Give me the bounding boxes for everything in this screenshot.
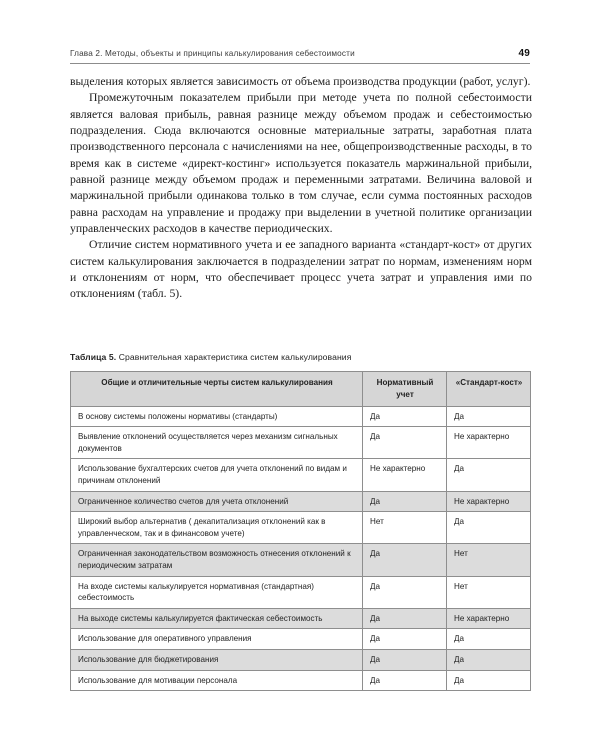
table-body [71, 406, 531, 691]
cell-feature: Использование для бюджетирования [71, 649, 363, 670]
table-row [71, 459, 531, 491]
cell-standard: Не характерно [447, 427, 531, 459]
cell-feature: Ограниченная законодательством возможность отнесения отклонений к периодическим затратам [71, 544, 363, 576]
column-header-normative: Нормативный учет [363, 372, 447, 407]
cell-normative: Да [363, 649, 447, 670]
cell-standard: Да [447, 406, 531, 427]
table-row [71, 608, 531, 629]
cell-normative: Да [363, 576, 447, 608]
body-paragraph: Промежуточным показателем прибыли при методе учета по полной себестоимости является валовая прибыль, равная разнице между объемом продаж и себестоимостью подразделения. Сюда включаются основные материальные затраты, заработная плата производственного персонала с начислениями на нее, общепроизводственные расходы, в то время как в системе «директ-костинг» используется показатель маржинальной прибыли, равной разнице между объемом продаж и переменными затратами. Величина валовой и маржинальной прибыли одинакова только в том случае, если сумма постоянных расходов равна расходам на управление и продажу при выделении в учетной политике организации управленческих расходов в качестве периодических. [70, 91, 532, 236]
table-header-row-group [71, 372, 531, 407]
cell-normative: Не характерно [363, 459, 447, 491]
cell-standard: Да [447, 649, 531, 670]
table-row [71, 649, 531, 670]
cell-normative: Да [363, 427, 447, 459]
running-header [70, 48, 530, 59]
table-caption [70, 352, 532, 362]
cell-feature: Выявление отклонений осуществляется через механизм сигнальных документов [71, 427, 363, 459]
cell-standard: Да [447, 512, 531, 544]
table-caption-label: Таблица 5. [70, 352, 117, 362]
running-header-chapter: Глава 2. Методы, объекты и принципы калькулирования себестоимости [70, 49, 355, 58]
cell-normative: Да [363, 629, 447, 650]
table-row [71, 629, 531, 650]
cell-standard: Не характерно [447, 491, 531, 512]
table-row [71, 427, 531, 459]
body-paragraph: выделения которых является зависимость от объема производства продукции (работ, услуг). [70, 75, 531, 88]
cell-standard: Нет [447, 576, 531, 608]
cell-standard: Нет [447, 544, 531, 576]
table-row [71, 491, 531, 512]
comparison-table [70, 371, 531, 691]
cell-standard: Да [447, 629, 531, 650]
table-row [71, 544, 531, 576]
table-header-row [71, 372, 531, 407]
cell-feature: В основу системы положены нормативы (стандарты) [71, 406, 363, 427]
table-row [71, 406, 531, 427]
page-number: 49 [518, 48, 530, 59]
cell-normative: Нет [363, 512, 447, 544]
cell-feature: Ограниченное количество счетов для учета отклонений [71, 491, 363, 512]
column-header-feature: Общие и отличительные черты систем калькулирования [71, 372, 363, 407]
cell-standard: Не характерно [447, 608, 531, 629]
cell-standard: Да [447, 459, 531, 491]
cell-normative: Да [363, 544, 447, 576]
table-caption-text: Сравнительная характеристика систем калькулирования [118, 352, 352, 362]
header-rule [70, 63, 530, 64]
body-text [70, 74, 532, 303]
cell-feature: Широкий выбор альтернатив ( декапитализация отклонений как в управленческом, так и в финансовом учете) [71, 512, 363, 544]
table-row [71, 512, 531, 544]
cell-normative: Да [363, 491, 447, 512]
cell-feature: Использование бухгалтерских счетов для учета отклонений по видам и причинам отклонений [71, 459, 363, 491]
cell-feature: Использование для мотивации персонала [71, 670, 363, 691]
cell-standard: Да [447, 670, 531, 691]
table-row [71, 576, 531, 608]
table-row [71, 670, 531, 691]
cell-feature: На входе системы калькулируется нормативная (стандартная) себестоимость [71, 576, 363, 608]
cell-feature: Использование для оперативного управления [71, 629, 363, 650]
cell-normative: Да [363, 608, 447, 629]
column-header-standard: «Стандарт-кост» [447, 372, 531, 407]
cell-normative: Да [363, 406, 447, 427]
cell-feature: На выходе системы калькулируется фактическая себестоимость [71, 608, 363, 629]
body-paragraph: Отличие систем нормативного учета и ее западного варианта «стандарт-кост» от других систем калькулирования заключается в подразделении затрат по нормам, изменениям норм и отклонениям от норм, что обеспечивает процесс учета затрат и управления ими по отклонениям (табл. 5). [70, 238, 532, 301]
cell-normative: Да [363, 670, 447, 691]
